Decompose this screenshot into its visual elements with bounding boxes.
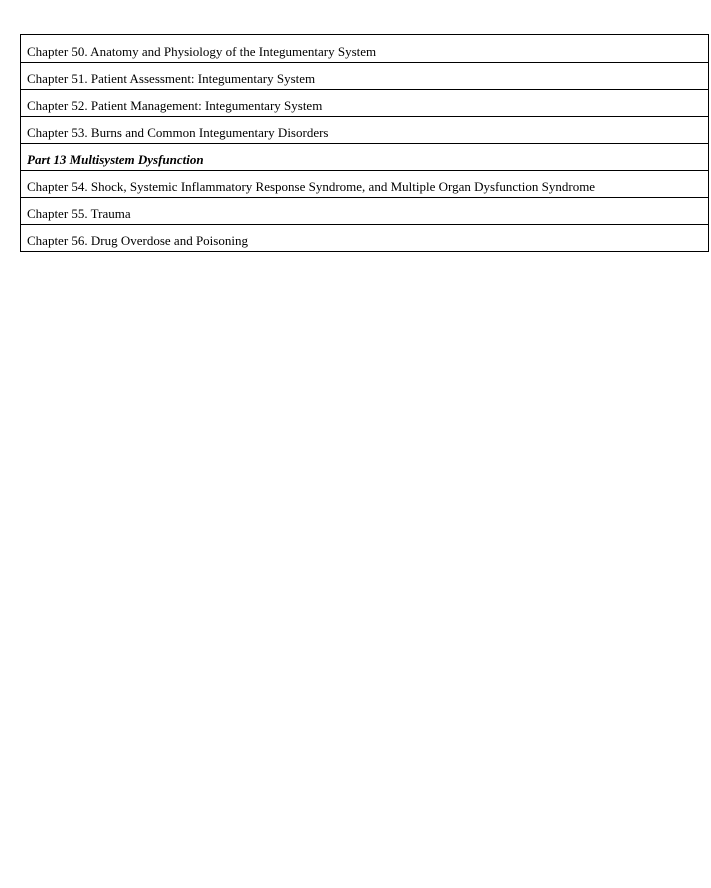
table-row bbox=[21, 225, 709, 252]
table-row bbox=[21, 171, 709, 198]
part-13-heading: Part 13 Multisystem Dysfunction bbox=[21, 144, 709, 171]
table-row bbox=[21, 144, 709, 171]
table-of-contents bbox=[20, 34, 709, 252]
chapter-53-cell: Chapter 53. Burns and Common Integumentary Disorders bbox=[21, 117, 709, 144]
chapter-56-cell: Chapter 56. Drug Overdose and Poisoning bbox=[21, 225, 709, 252]
table-row bbox=[21, 117, 709, 144]
chapter-52-cell: Chapter 52. Patient Management: Integumentary System bbox=[21, 90, 709, 117]
table-row bbox=[21, 63, 709, 90]
table-row bbox=[21, 35, 709, 63]
table-row bbox=[21, 90, 709, 117]
chapter-54-cell: Chapter 54. Shock, Systemic Inflammatory Response Syndrome, and Multiple Organ Dysfunction Syndrome bbox=[21, 171, 709, 198]
chapter-55-cell: Chapter 55. Trauma bbox=[21, 198, 709, 225]
chapter-51-cell: Chapter 51. Patient Assessment: Integumentary System bbox=[21, 63, 709, 90]
table-row bbox=[21, 198, 709, 225]
chapter-50-cell: Chapter 50. Anatomy and Physiology of the Integumentary System bbox=[21, 35, 709, 63]
